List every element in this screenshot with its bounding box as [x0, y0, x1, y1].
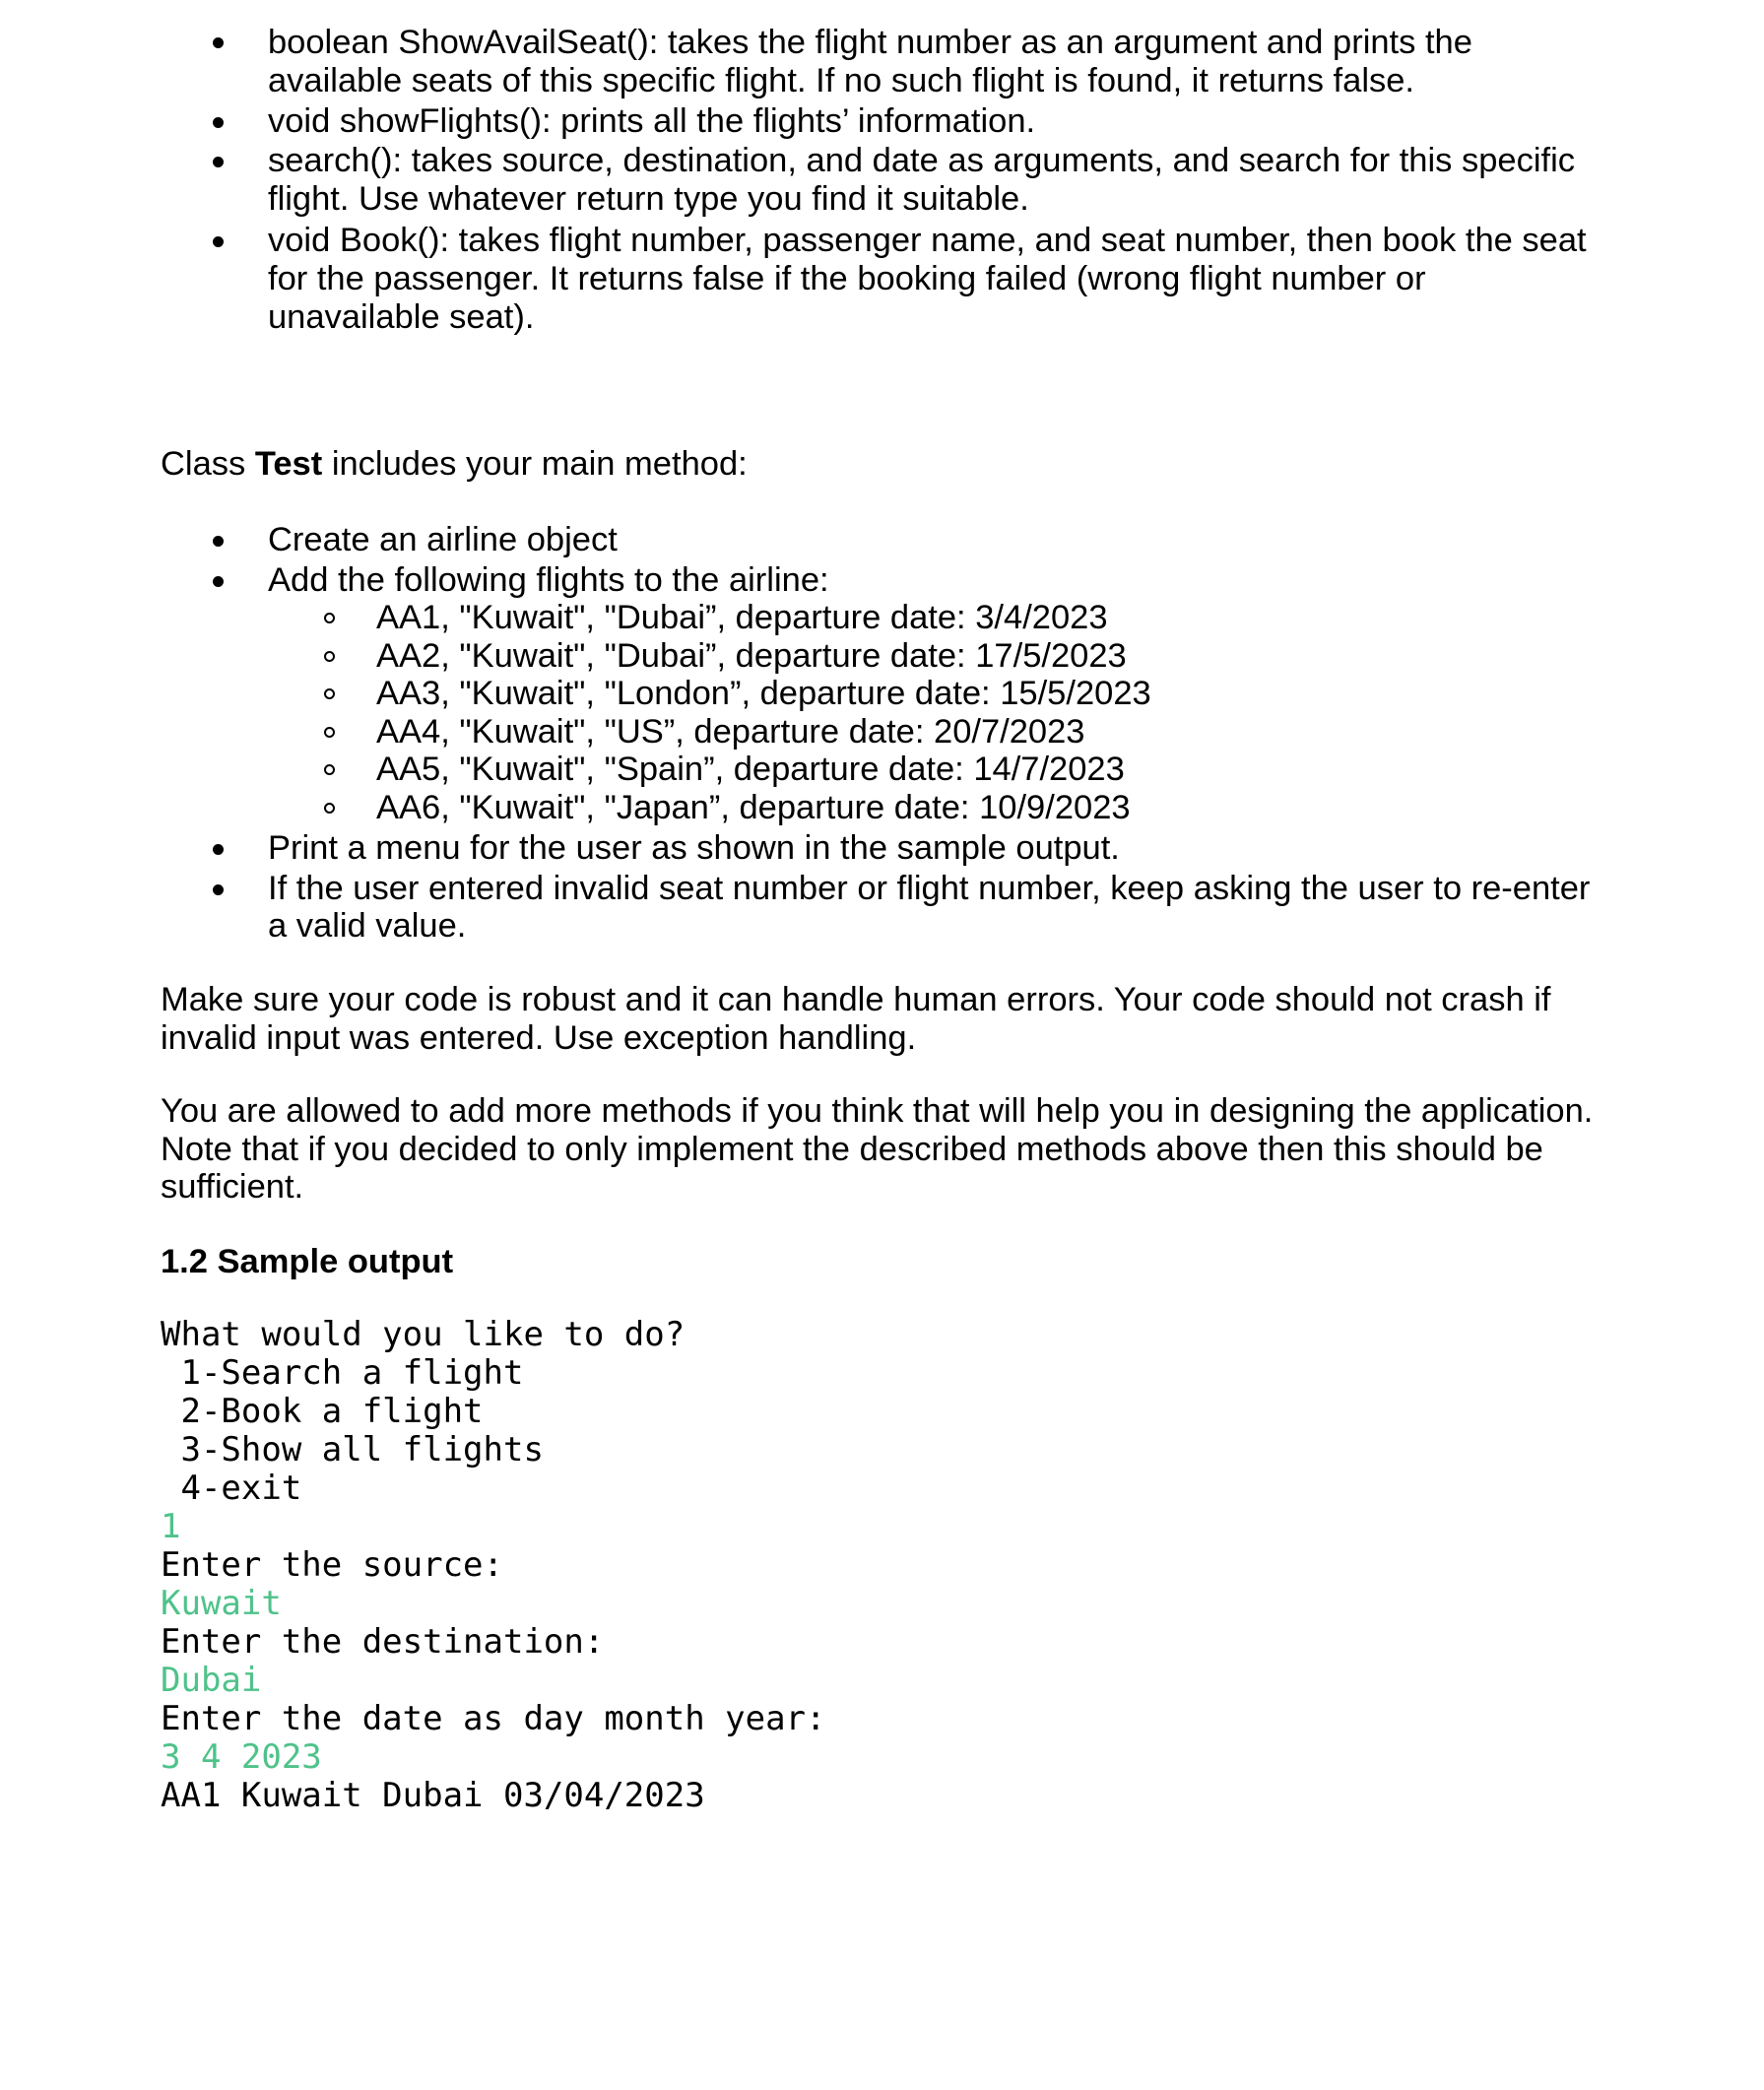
console-user-input: 1 [161, 1507, 181, 1546]
bullet [213, 157, 224, 167]
sub-bullet [324, 727, 335, 738]
method-showflights-line-1: void showFlights(): prints all the flights’ information. [268, 102, 1036, 140]
allowed-paragraph-line-1: You are allowed to add more methods if you think that will help you in designing the application. [161, 1092, 1594, 1130]
bullet [213, 536, 224, 547]
class-test-name: Test [254, 445, 323, 483]
console-line: AA1 Kuwait Dubai 03/04/2023 [161, 1776, 705, 1815]
console-line: Enter the destination: [161, 1622, 605, 1662]
allowed-paragraph-line-3: sufficient. [161, 1168, 304, 1206]
console-user-input: Dubai [161, 1661, 262, 1700]
flight-item: AA5, "Kuwait", "Spain”, departure date: 14/7/2023 [376, 751, 1125, 788]
console-user-input: 3 4 2023 [161, 1737, 322, 1777]
console-line: 3-Show all flights [161, 1430, 544, 1470]
method-showavailseat-line-2: available seats of this specific flight. If no such flight is found, it returns false. [268, 62, 1415, 99]
sub-bullet [324, 803, 335, 814]
sample-output-heading: 1.2 Sample output [161, 1243, 454, 1280]
allowed-paragraph-line-2: Note that if you decided to only implement the described methods above then this should be [161, 1131, 1543, 1168]
class-test-suffix: includes your main method: [322, 445, 748, 483]
robust-paragraph-line-1: Make sure your code is robust and it can handle human errors. Your code should not crash if [161, 981, 1551, 1018]
sub-bullet [324, 764, 335, 775]
method-search-line-2: flight. Use whatever return type you find it suitable. [268, 180, 1029, 218]
class-test-intro [161, 444, 748, 484]
sub-bullet [324, 651, 335, 662]
test-item-invalid-line-2: a valid value. [268, 907, 467, 945]
bullet [213, 884, 224, 895]
bullet [213, 236, 224, 247]
sub-bullet [324, 688, 335, 699]
test-item-menu: Print a menu for the user as shown in the sample output. [268, 829, 1120, 867]
console-line: What would you like to do? [161, 1315, 686, 1354]
console-line: 4-exit [161, 1469, 302, 1508]
test-item-create: Create an airline object [268, 521, 618, 558]
method-showavailseat-line-1: boolean ShowAvailSeat(): takes the flight number as an argument and prints the [268, 24, 1472, 61]
sub-bullet [324, 613, 335, 623]
console-user-input: Kuwait [161, 1584, 282, 1623]
console-line: Enter the source: [161, 1545, 503, 1585]
bullet [213, 576, 224, 587]
method-book-line-3: unavailable seat). [268, 298, 535, 336]
flight-item: AA4, "Kuwait", "US”, departure date: 20/7/2023 [376, 713, 1085, 751]
method-book-line-2: for the passenger. It returns false if the booking failed (wrong flight number or [268, 260, 1426, 297]
bullet [213, 844, 224, 855]
test-item-add-flights: Add the following flights to the airline: [268, 561, 829, 599]
console-line: 1-Search a flight [161, 1353, 524, 1393]
method-search-line-1: search(): takes source, destination, and date as arguments, and search for this specific [268, 142, 1576, 179]
class-test-prefix: Class [161, 445, 255, 483]
bullet [213, 37, 224, 48]
flight-item: AA6, "Kuwait", "Japan”, departure date: 10/9/2023 [376, 789, 1131, 826]
robust-paragraph-line-2: invalid input was entered. Use exception handling. [161, 1019, 917, 1057]
flight-item: AA2, "Kuwait", "Dubai”, departure date: 17/5/2023 [376, 637, 1127, 675]
test-item-invalid-line-1: If the user entered invalid seat number or flight number, keep asking the user to re-enter [268, 870, 1591, 907]
flight-item: AA3, "Kuwait", "London”, departure date: 15/5/2023 [376, 675, 1151, 712]
method-book-line-1: void Book(): takes flight number, passenger name, and seat number, then book the seat [268, 222, 1587, 259]
flight-item: AA1, "Kuwait", "Dubai”, departure date: 3/4/2023 [376, 599, 1108, 636]
console-line: Enter the date as day month year: [161, 1699, 826, 1738]
bullet [213, 117, 224, 128]
console-line: 2-Book a flight [161, 1392, 484, 1431]
